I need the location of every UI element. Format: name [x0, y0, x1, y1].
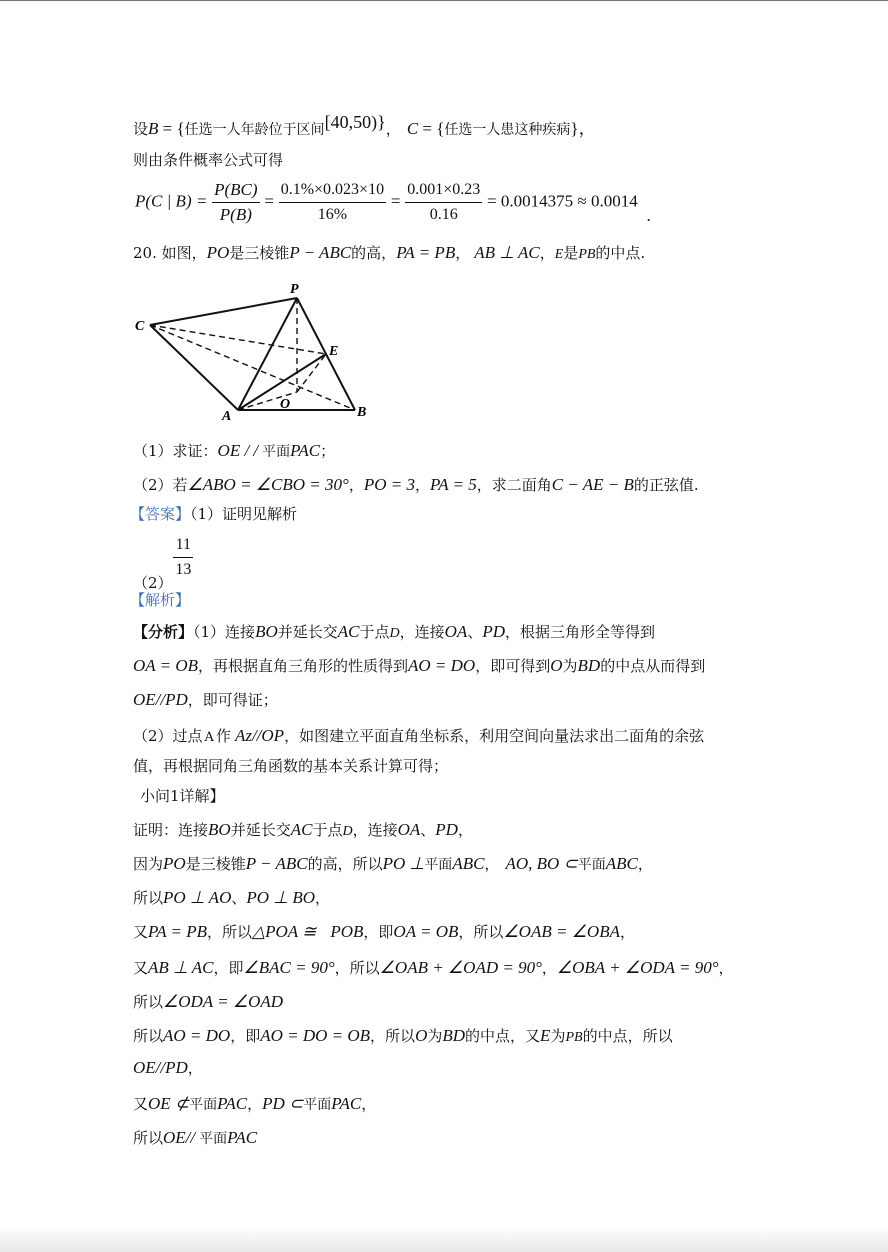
probability-formula: [135, 180, 651, 225]
analysis-tag: 【解析】: [130, 591, 191, 609]
edge-cp: [150, 298, 297, 325]
label-o: O: [280, 397, 291, 412]
fraction: $\frac{0.1\%\times 0.023\times 10}{16\%}$: [280, 181, 385, 223]
part-2: （2）若∠ABO = ∠CBO = 30°，PO = 3，PA = 5，求二面角C − AE − B的正弦值.: [133, 475, 699, 494]
solution-line-4: 又PA = PB，所以△POA ≅ POB，即OA = OB，所以∠OAB = ∠OBA，: [133, 922, 635, 941]
set-definition-line: [133, 112, 596, 140]
analysis-line-2: OA = OB，再根据直角三角形的性质得到AO = DO，即可得到O为BD的中点从而得到: [133, 656, 706, 675]
math: =: [264, 191, 274, 211]
subquestion-heading: 小问1详解】: [140, 787, 225, 805]
math: = 0.0014375 ≈ 0.0014: [487, 191, 638, 211]
math: [40,50)}: [324, 112, 386, 132]
answer-part-2: （2） $\frac{11}{13}$: [133, 536, 192, 592]
analysis-line-3: OE//PD，即可得证；: [133, 690, 278, 709]
solution-line-9: 又OE ⊄平面PAC，PD ⊂平面PAC，: [133, 1094, 377, 1113]
dashed-oe: [297, 354, 326, 392]
math: = {: [418, 119, 445, 138]
math: =: [390, 191, 401, 211]
math: C: [406, 119, 419, 138]
pyramid-figure: [130, 280, 380, 425]
label-a: A: [222, 409, 232, 424]
solution-line-2: 因为PO是三棱锥P − ABC的高，所以PO ⊥平面ABC， AO, BO ⊂平面ABC，: [133, 854, 653, 873]
text-line: 则由条件概率公式可得: [133, 151, 284, 169]
text: 设: [133, 120, 149, 138]
text: ，: [385, 120, 401, 138]
part-1: （1）求证：OE / / 平面PAC；: [133, 441, 336, 460]
math: B: [148, 119, 159, 138]
text: 任选一人患这种疾病: [444, 122, 571, 138]
analysis-line-1: 【分析】（1）连接BO并延长交AC于点D，连接OA、PD，根据三角形全等得到: [133, 622, 656, 641]
solution-line-6: 所以∠ODA = ∠OAD: [133, 992, 284, 1011]
label-p: P: [290, 282, 299, 297]
solution-line-1: 证明：连接BO并延长交AC于点D，连接OA、PD，: [133, 820, 473, 839]
answer-line: 【答案】（1）证明见解析: [130, 505, 298, 523]
question-20: 20. 如图，PO是三棱锥P − ABC的高，PA = PB， AB ⊥ AC，E是PB的中点.: [133, 243, 646, 262]
label-e: E: [329, 344, 339, 359]
math: }，: [570, 119, 596, 138]
text: 任选一人年龄位于区间: [184, 122, 325, 138]
analysis-line-4: （2）过点 A 作 Az//OP，如图建立平面直角坐标系，利用空间向量法求出二面角的余弦: [133, 726, 705, 745]
fraction: $\frac{0.001\times 0.23}{0.16}$: [407, 181, 481, 223]
math: .: [646, 205, 651, 225]
solution-line-8: OE//PD，: [133, 1058, 203, 1077]
edge-pa: [238, 298, 297, 410]
solution-line-10: 所以OE// 平面PAC: [133, 1128, 258, 1147]
answer-tag: 【答案】: [130, 505, 191, 523]
solution-line-5: 又AB ⊥ AC，即∠BAC = 90°，所以∠OAB + ∠OAD = 90°，∠OBA + ∠ODA = 90°，: [133, 958, 734, 977]
solution-line-3: 所以PO ⊥ AO、PO ⊥ BO，: [133, 888, 331, 907]
top-border: [0, 0, 888, 1]
math: = {: [158, 119, 185, 138]
dashed-cb: [150, 325, 355, 410]
solution-line-7: 所以AO = DO，即AO = DO = OB，所以O为BD的中点，又E为PB的中点，所以: [133, 1026, 673, 1045]
answer-fraction: $\frac{11}{13}$: [175, 536, 192, 578]
label-b: B: [357, 405, 367, 420]
analysis-line-5: 值，再根据同角三角函数的基本关系计算可得；: [133, 757, 449, 775]
page-bottom-shadow: [0, 1226, 888, 1252]
math: P(C | B) =: [135, 191, 208, 211]
fraction: $\frac{P(BC)}{P(B)}$: [214, 180, 258, 224]
label-c: C: [135, 319, 145, 334]
